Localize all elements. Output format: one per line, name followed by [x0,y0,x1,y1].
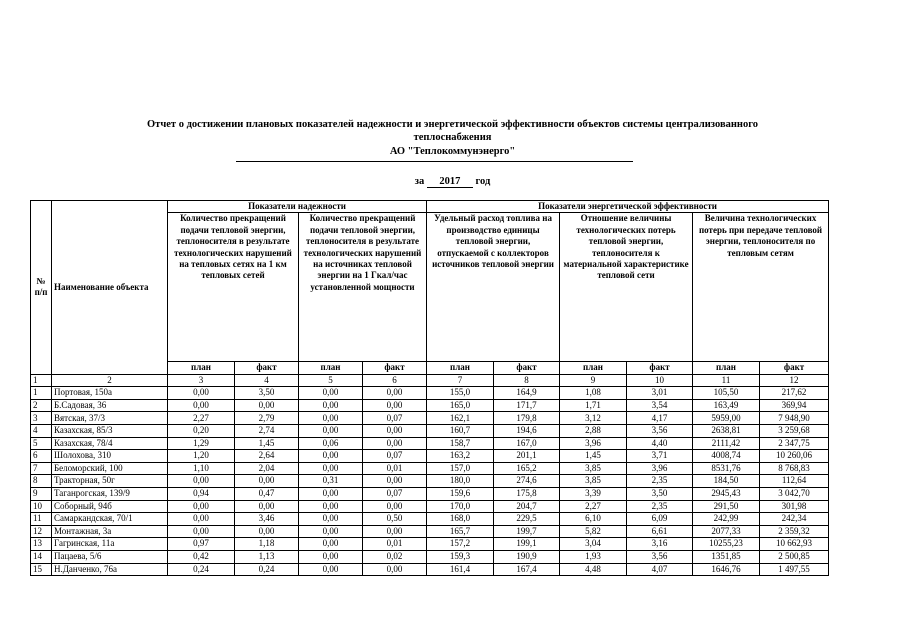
column-number: 9 [560,374,627,386]
table-cell: 6,10 [560,513,627,526]
table-cell: 199,7 [494,525,560,538]
row-number: 5 [31,437,52,450]
header-num: № п/п [31,201,52,375]
object-name: Самаркандская, 70/1 [52,513,168,526]
table-cell: 0,31 [299,475,363,488]
table-row [31,513,829,526]
header-plan: план [168,362,235,374]
table-cell: 5,82 [560,525,627,538]
table-cell: 159,6 [427,487,494,500]
table-cell: 0,47 [235,487,299,500]
object-name: Портовая, 150а [52,387,168,400]
table-row [31,487,829,500]
table-cell: 0,07 [363,487,427,500]
table-cell: 179,8 [494,412,560,425]
table-cell: 2077,33 [693,525,760,538]
header-group-reliability: Показатели надежности [168,201,427,213]
table-cell: 0,50 [363,513,427,526]
column-number: 3 [168,374,235,386]
table-cell: 0,00 [168,387,235,400]
object-name: Казахская, 78/4 [52,437,168,450]
object-name: Гагринская, 11а [52,538,168,551]
table-cell: 0,00 [363,425,427,438]
table-cell: 2,04 [235,462,299,475]
table-cell: 163,2 [427,450,494,463]
table-cell: 2,27 [560,500,627,513]
row-number: 10 [31,500,52,513]
table-cell: 1 497,55 [760,563,829,576]
column-number: 6 [363,374,427,386]
table-cell: 163,49 [693,399,760,412]
table-cell: 0,07 [363,412,427,425]
row-number: 3 [31,412,52,425]
table-cell: 180,0 [427,475,494,488]
report-year: 2017 [427,176,473,188]
table-cell: 10 260,06 [760,450,829,463]
table-cell: 3,01 [627,387,693,400]
row-number: 15 [31,563,52,576]
table-cell: 0,00 [299,563,363,576]
table-cell: 1,18 [235,538,299,551]
header-plan: план [427,362,494,374]
table-cell: 0,00 [363,399,427,412]
table-cell: 3,04 [560,538,627,551]
row-number: 8 [31,475,52,488]
table-cell: 1,45 [235,437,299,450]
table-row [31,425,829,438]
table-cell: 3,16 [627,538,693,551]
table-cell: 2 347,75 [760,437,829,450]
table-cell: 4,17 [627,412,693,425]
table-cell: 6,09 [627,513,693,526]
table-cell: 157,0 [427,462,494,475]
header-fact: факт [363,362,427,374]
header-object-name: Наименование объекта [52,201,168,375]
object-name: Таганрогская, 139/9 [52,487,168,500]
table-cell: 171,7 [494,399,560,412]
table-cell: 3,56 [627,550,693,563]
indicators-table [30,200,829,576]
header-group-energy: Показатели энергетической эффективности [427,201,829,213]
year-suffix: год [475,176,491,187]
table-cell: 291,50 [693,500,760,513]
table-cell: 2945,43 [693,487,760,500]
table-cell: 0,00 [299,513,363,526]
table-row [31,500,829,513]
table-row [31,538,829,551]
table-cell: 0,07 [363,450,427,463]
organization-name: АО "Теплокоммунэнерго" [389,146,516,157]
table-cell: 0,00 [235,475,299,488]
header-col-fuel-consumption: Удельный расход топлива на производство единицы тепловой энергии, отпускаемой с коллекторов источников тепловой энергии [427,213,560,362]
table-cell: 274,6 [494,475,560,488]
row-number: 13 [31,538,52,551]
table-cell: 3,96 [560,437,627,450]
table-cell: 0,00 [363,475,427,488]
table-cell: 10255,23 [693,538,760,551]
table-cell: 0,00 [235,399,299,412]
object-name: Монтажная, 3а [52,525,168,538]
table-cell: 4,07 [627,563,693,576]
table-cell: 0,00 [363,500,427,513]
column-number: 10 [627,374,693,386]
table-cell: 2 500,85 [760,550,829,563]
table-cell: 0,00 [168,399,235,412]
table-cell: 5959,00 [693,412,760,425]
column-number: 11 [693,374,760,386]
table-cell: 160,7 [427,425,494,438]
table-cell: 2,79 [235,412,299,425]
table-cell: 2,64 [235,450,299,463]
table-cell: 1,29 [168,437,235,450]
table-cell: 105,50 [693,387,760,400]
table-cell: 168,0 [427,513,494,526]
table-cell: 162,1 [427,412,494,425]
table-cell: 3,71 [627,450,693,463]
table-cell: 2638,81 [693,425,760,438]
header-plan: план [693,362,760,374]
table-cell: 369,94 [760,399,829,412]
table-cell: 1,10 [168,462,235,475]
table-cell: 3,96 [627,462,693,475]
table-cell: 2,74 [235,425,299,438]
table-cell: 0,01 [363,462,427,475]
table-cell: 165,2 [494,462,560,475]
row-number: 9 [31,487,52,500]
header-col-heat-losses: Величина технологических потерь при передаче тепловой энергии, теплоносителя по тепловым сетям [693,213,829,362]
table-cell: 0,00 [299,487,363,500]
table-cell: 3,50 [627,487,693,500]
table-cell: 242,34 [760,513,829,526]
table-cell: 0,06 [299,437,363,450]
report-period [0,176,905,188]
header-fact: факт [494,362,560,374]
table-cell: 0,00 [299,412,363,425]
table-cell: 201,1 [494,450,560,463]
row-number: 12 [31,525,52,538]
header-fact: факт [627,362,693,374]
header-plan: план [299,362,363,374]
object-name: Тракторная, 50г [52,475,168,488]
table-cell: 4,48 [560,563,627,576]
table-cell: 0,00 [363,387,427,400]
table-cell: 0,00 [299,538,363,551]
report-title-line1: Отчет о достижении плановых показателей надежности и энергетической эффективности объектов системы централизованного [147,119,758,130]
table-cell: 2,35 [627,500,693,513]
table-cell: 1,71 [560,399,627,412]
table-cell: 3,46 [235,513,299,526]
table-cell: 0,00 [299,450,363,463]
table-cell: 3,39 [560,487,627,500]
table-cell: 190,9 [494,550,560,563]
table-row [31,550,829,563]
table-cell: 4008,74 [693,450,760,463]
table-cell: 0,00 [299,462,363,475]
table-cell: 3,54 [627,399,693,412]
table-row [31,462,829,475]
table-row [31,387,829,400]
table-row [31,412,829,425]
table-cell: 155,0 [427,387,494,400]
object-name: Соборный, 94б [52,500,168,513]
table-cell: 301,98 [760,500,829,513]
table-cell: 0,00 [299,387,363,400]
table-cell: 157,2 [427,538,494,551]
table-cell: 0,00 [363,525,427,538]
table-cell: 229,5 [494,513,560,526]
table-cell: 184,50 [693,475,760,488]
table-cell: 8 768,83 [760,462,829,475]
table-cell: 0,00 [299,399,363,412]
table-cell: 2,35 [627,475,693,488]
header-fact: факт [760,362,829,374]
table-cell: 204,7 [494,500,560,513]
row-number: 2 [31,399,52,412]
table-cell: 112,64 [760,475,829,488]
table-cell: 0,97 [168,538,235,551]
report-title-line2: теплоснабжения [413,132,492,143]
table-cell: 0,42 [168,550,235,563]
row-number: 14 [31,550,52,563]
table-cell: 0,00 [235,525,299,538]
header-plan: план [560,362,627,374]
table-cell: 3,85 [560,462,627,475]
table-cell: 0,00 [363,437,427,450]
row-number: 4 [31,425,52,438]
table-cell: 3,56 [627,425,693,438]
table-row [31,437,829,450]
organization-underline [236,161,633,162]
table-cell: 2 359,32 [760,525,829,538]
table-cell: 165,7 [427,525,494,538]
table-cell: 0,00 [299,500,363,513]
table-cell: 1,20 [168,450,235,463]
table-cell: 159,3 [427,550,494,563]
table-cell: 0,24 [235,563,299,576]
row-number: 1 [31,387,52,400]
table-cell: 2111,42 [693,437,760,450]
header-col-source-interruptions: Количество прекращений подачи тепловой энергии, теплоносителя в результате технологических нарушений на источниках тепловой энергии на 1 Гкал/час установленной мощности [299,213,427,362]
column-number: 4 [235,374,299,386]
table-cell: 217,62 [760,387,829,400]
object-name: Пацаева, 5/6 [52,550,168,563]
table-cell: 0,01 [363,538,427,551]
table-cell: 0,00 [299,525,363,538]
table-cell: 242,99 [693,513,760,526]
table-cell: 7 948,90 [760,412,829,425]
year-prefix: за [414,176,425,187]
table-cell: 1,93 [560,550,627,563]
table-row [31,450,829,463]
table-cell: 1,45 [560,450,627,463]
table-cell: 170,0 [427,500,494,513]
column-number: 5 [299,374,363,386]
column-number: 2 [52,374,168,386]
table-cell: 2,27 [168,412,235,425]
header-col-network-interruptions: Количество прекращений подачи тепловой энергии, теплоносителя в результате технологических нарушений на тепловых сетях на 1 км тепловых сетей [168,213,299,362]
table-row [31,399,829,412]
table-cell: 3,50 [235,387,299,400]
column-number: 12 [760,374,829,386]
table-cell: 1,08 [560,387,627,400]
table-cell: 175,8 [494,487,560,500]
table-cell: 0,94 [168,487,235,500]
object-name: Б.Садовая, 36 [52,399,168,412]
table-cell: 0,00 [168,500,235,513]
table-cell: 0,00 [168,513,235,526]
table-cell: 10 662,93 [760,538,829,551]
table-cell: 3 042,70 [760,487,829,500]
object-name: Шолохова, 310 [52,450,168,463]
table-cell: 199,1 [494,538,560,551]
table-cell: 0,00 [168,475,235,488]
header-fact: факт [235,362,299,374]
table-row [31,563,829,576]
table-cell: 0,00 [363,563,427,576]
object-name: Беломорский, 100 [52,462,168,475]
column-number: 7 [427,374,494,386]
table-cell: 0,20 [168,425,235,438]
table-cell: 1646,76 [693,563,760,576]
table-cell: 165,0 [427,399,494,412]
object-name: Казахская, 85/3 [52,425,168,438]
table-cell: 1351,85 [693,550,760,563]
column-number: 1 [31,374,52,386]
table-cell: 0,00 [299,425,363,438]
row-number: 11 [31,513,52,526]
table-cell: 161,4 [427,563,494,576]
column-number: 8 [494,374,560,386]
table-cell: 167,4 [494,563,560,576]
table-cell: 0,00 [235,500,299,513]
table-cell: 167,0 [494,437,560,450]
header-col-loss-ratio: Отношение величины технологических потерь тепловой энергии, теплоносителя к материальной характеристике тепловой сети [560,213,693,362]
object-name: Вятская, 37/3 [52,412,168,425]
table-cell: 4,40 [627,437,693,450]
row-number: 7 [31,462,52,475]
object-name: Н.Данченко, 76а [52,563,168,576]
table-cell: 6,61 [627,525,693,538]
table-cell: 3 259,68 [760,425,829,438]
table-row [31,525,829,538]
table-cell: 8531,76 [693,462,760,475]
table-cell: 3,85 [560,475,627,488]
table-cell: 0,00 [299,550,363,563]
table-cell: 0,00 [168,525,235,538]
table-cell: 1,13 [235,550,299,563]
table-cell: 2,88 [560,425,627,438]
row-number: 6 [31,450,52,463]
table-cell: 0,02 [363,550,427,563]
table-cell: 164,9 [494,387,560,400]
table-cell: 194,6 [494,425,560,438]
table-cell: 158,7 [427,437,494,450]
table-row [31,475,829,488]
table-cell: 0,24 [168,563,235,576]
table-cell: 3,12 [560,412,627,425]
